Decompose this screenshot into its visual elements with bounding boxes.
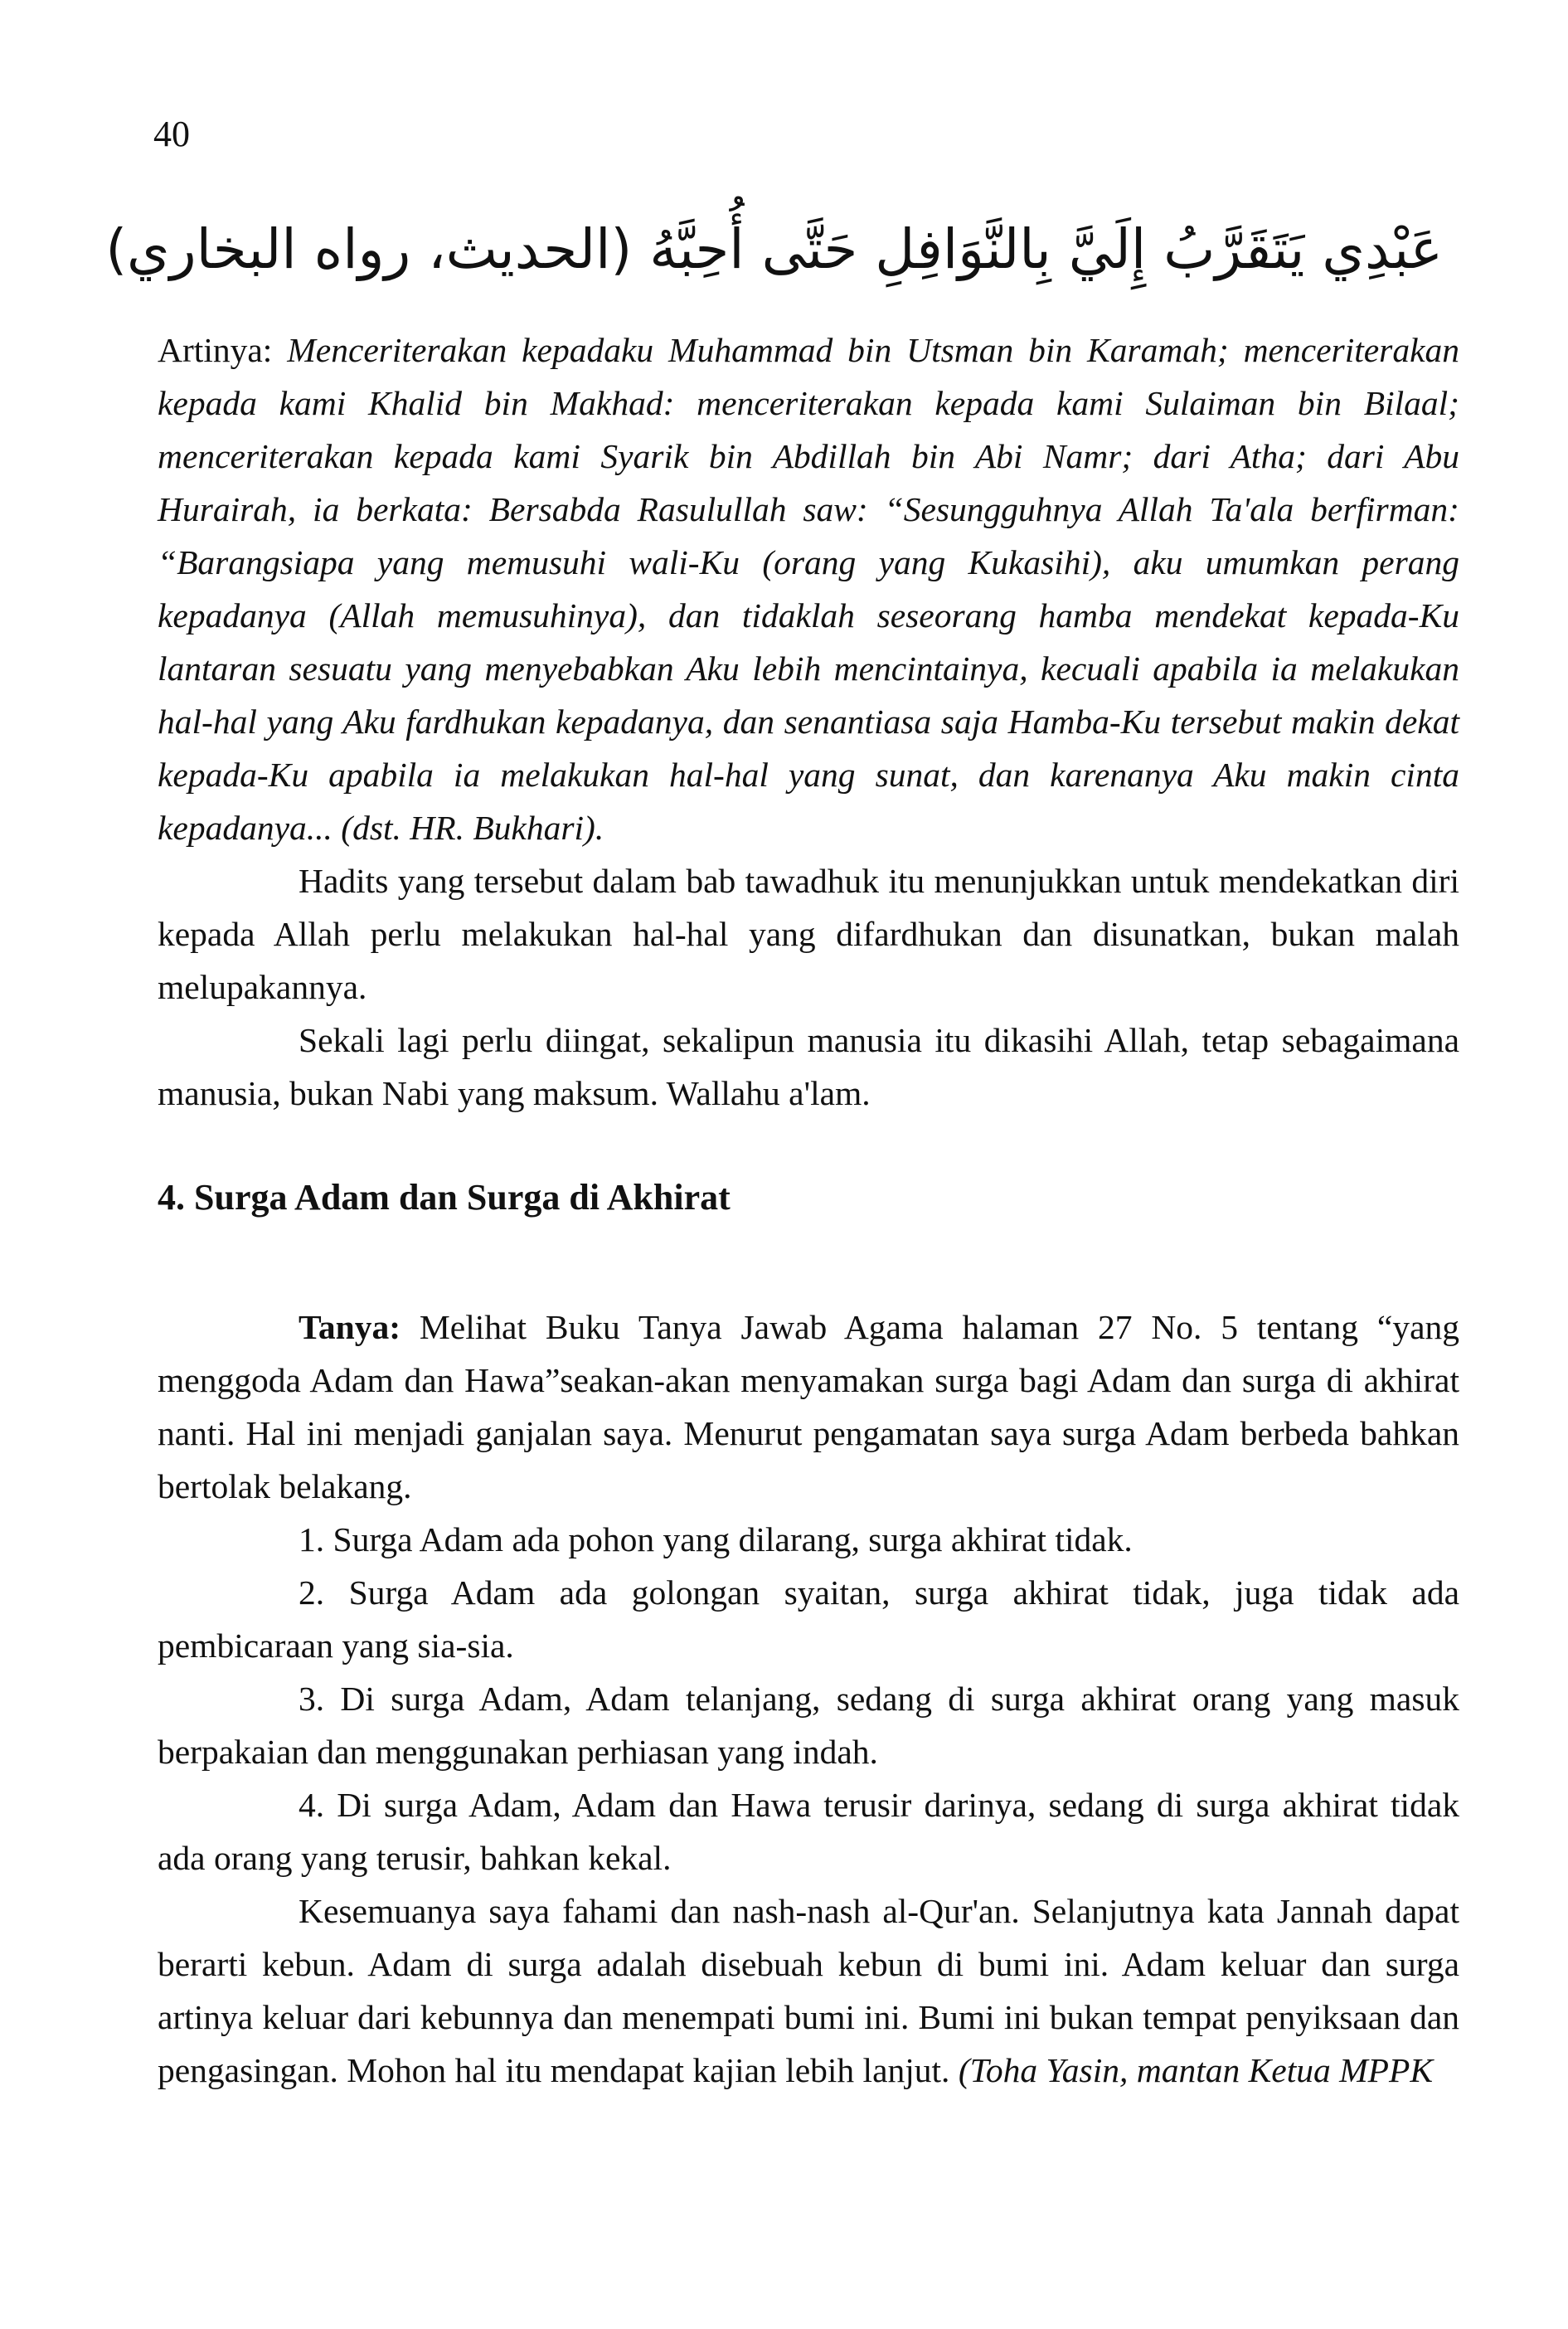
paragraph-1: Hadits yang tersebut dalam bab tawadhuk itu menunjukkan untuk mendekatkan diri kepada Allah perlu melakukan hal-hal yang difardhukan dan disunatkan, bukan malah melupakannya. xyxy=(158,862,1459,1006)
list-item-1: 1. Surga Adam ada pohon yang dilarang, surga akhirat tidak. xyxy=(299,1520,1133,1558)
page-content xyxy=(158,323,1459,2097)
list-item-2: 2. Surga Adam ada golongan syaitan, surga akhirat tidak, juga tidak ada pembicaraan yang sia-sia. xyxy=(158,1573,1459,1665)
translation-text: Menceriterakan kepadaku Muhammad bin Utsman bin Karamah; menceriterakan kepada kami Khalid bin Makhad: menceriterakan kepada kami Sulaiman bin Bilaal; menceriterakan kepada kami Syarik bin Abdillah bin Abi Namr; dari Atha; dari Abu Hurairah, ia berkata: Bersabda Rasulullah saw: “Sesungguhnya Allah Ta'ala berfirman: “Barangsiapa yang memusuhi wali-Ku (orang yang Kukasihi), aku umumkan perang kepadanya (Allah memusuhinya), dan tidaklah seseorang hamba mendekat kepada-Ku lantaran sesuatu yang menyebabkan Aku lebih mencintainya, kecuali apabila ia melakukan hal-hal yang Aku fardhukan kepadanya, dan senantiasa saja Hamba-Ku tersebut makin dekat kepada-Ku apabila ia melakukan hal-hal yang sunat, dan karenanya Aku makin cinta kepadanya... (dst. HR. Bukhari). xyxy=(158,331,1459,847)
question-paragraph xyxy=(158,1301,1459,1513)
question-label: Tanya: xyxy=(299,1308,401,1346)
closing-signature: (Toha Yasin, mantan Ketua MPPK xyxy=(958,2051,1434,2089)
closing-text: Kesemuanya saya fahami dan nash-nash al-Qur'an. Selanjutnya kata Jannah dapat berarti kebun. Adam di surga adalah disebuah kebun di bumi ini. Adam keluar dan surga artinya keluar dari kebunnya dan menempati bumi ini. Bumi ini bukan tempat penyiksaan dan pengasingan. Mohon hal itu mendapat kajian lebih lanjut. xyxy=(158,1892,1459,2089)
paragraph-2: Sekali lagi perlu diingat, sekalipun manusia itu dikasihi Allah, tetap sebagaimana manusia, bukan Nabi yang maksum. Wallahu a'lam. xyxy=(158,1021,1459,1112)
question-text: Melihat Buku Tanya Jawab Agama halaman 27 No. 5 tentang “yang menggoda Adam dan Hawa”seakan-akan menyamakan surga bagi Adam dan surga di akhirat nanti. Hal ini menjadi ganjalan saya. Menurut pengamatan saya surga Adam berbeda bahkan bertolak belakang. xyxy=(158,1308,1459,1505)
list-item-3: 3. Di surga Adam, Adam telanjang, sedang di surga akhirat orang yang masuk berpakaian dan menggunakan perhiasan yang indah. xyxy=(158,1680,1459,1771)
page-number: 40 xyxy=(153,114,190,154)
hadith-translation xyxy=(158,323,1459,854)
arabic-hadith-text: عَبْدِي يَتَقَرَّبُ إِلَيَّ بِالنَّوَافِلِ حَتَّى أُحِبَّهُ (الحديث، رواه البخاري) xyxy=(105,217,1443,281)
section-heading: 4. Surga Adam dan Surga di Akhirat xyxy=(158,1177,731,1218)
list-item-4: 4. Di surga Adam, Adam dan Hawa terusir darinya, sedang di surga akhirat tidak ada orang yang terusir, bahkan kekal. xyxy=(158,1786,1459,1877)
translation-lead: Artinya: xyxy=(158,331,288,369)
closing-paragraph xyxy=(158,1884,1459,2097)
